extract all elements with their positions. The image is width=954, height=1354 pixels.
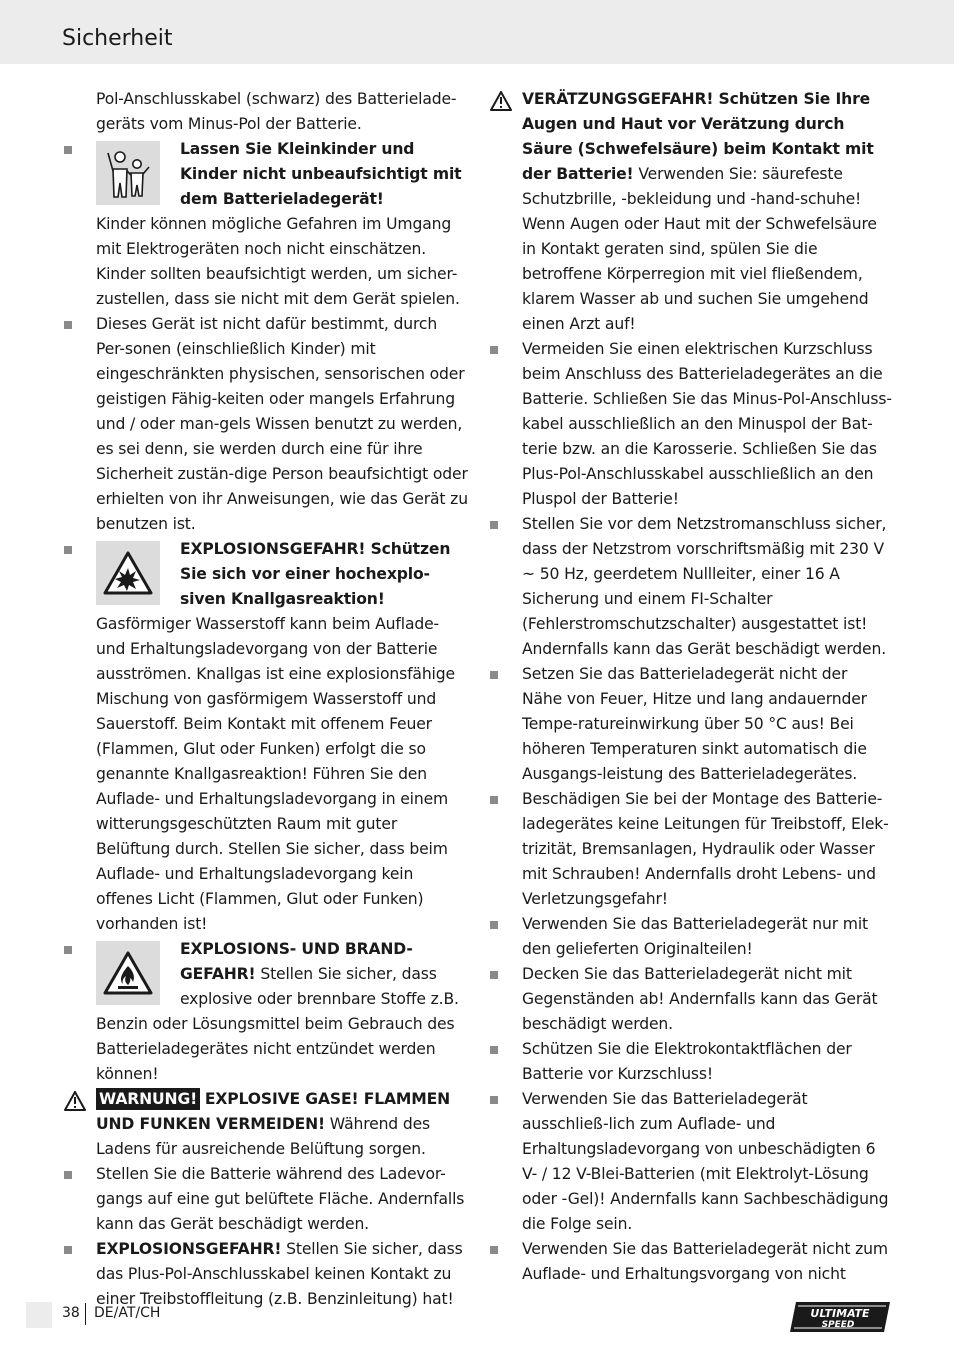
paragraph-text: Pol-Anschlusskabel (schwarz) des Batterielade-geräts vom Minus-Pol der Batterie. <box>96 90 457 133</box>
warning-triangle-icon <box>64 1091 86 1111</box>
list-item-surface <box>96 1162 468 1237</box>
list-item-persons <box>96 312 468 537</box>
paragraph-text: Verwenden Sie das Batterieladegerät ausschließ-lich zum Auflade- und Erhaltungsladevorgang von unbeschädigten 6 V- / 12 V-Blei-Batterien (mit Elektrolyt-Lösung oder -Gel)! Andernfalls kann Sachbeschädigung die Folge sein. <box>522 1090 889 1233</box>
bold-warning: EXPLOSIONSGEFAHR! <box>96 1240 282 1258</box>
paragraph-text: Beschädigen Sie bei der Montage des Batterie-ladegerätes keine Leitungen für Treibstoff, Elek-trizität, Bremsanlagen, Hydraulik oder Wasser mit Schrauben! Andernfalls droht Lebens- und Verletzungsgefahr! <box>522 790 889 908</box>
warning-triangle-icon <box>490 91 512 111</box>
list-item-fuel <box>96 1237 468 1312</box>
bold-warning: Lassen Sie Kleinkinder und Kinder nicht unbeaufsichtigt mit dem Batterieladegerät! <box>180 140 462 208</box>
list-item <box>522 1037 892 1087</box>
country-code: DE/AT/CH <box>94 1305 161 1321</box>
page-title: Sicherheit <box>62 26 173 51</box>
paragraph-text: Vermeiden Sie einen elektrischen Kurzschluss beim Anschluss des Batterieladegerätes an die Batterie. Schließen Sie das Minus-Pol-Anschluss-kabel ausschließlich an den Minuspol der Bat-terie bzw. an die Karosserie. Schließen Sie das Plus-Pol-Anschlusskabel ausschließlich an den Pluspol der Batterie! <box>522 340 892 508</box>
list-item-children <box>96 137 468 312</box>
ultimate-speed-logo <box>788 1300 892 1334</box>
left-column <box>96 87 468 1312</box>
logo-text-bottom: SPEED <box>821 1320 855 1330</box>
paragraph-text: Stellen Sie vor dem Netzstromanschluss sicher, dass der Netzstrom vorschriftsmäßig mit 230 V ~ 50 Hz, geerdetem Nullleiter, einer 16 A Sicherung und einem FI-Schalter (Fehlerstromschutzschalter) ausgestattet ist! Andernfalls kann das Gerät beschädigt werden. <box>522 515 887 658</box>
list-item-explosion <box>96 537 468 937</box>
right-column <box>522 87 892 1287</box>
logo-text-top: ULTIMATE <box>810 1307 870 1320</box>
list-item <box>522 787 892 912</box>
list-item <box>522 1237 892 1287</box>
paragraph-text: Während des Ladens für ausreichende Belüftung sorgen. <box>96 1115 431 1158</box>
paragraph-text: Stellen Sie sicher, dass explosive oder brennbare Stoffe z.B. Benzin oder Lösungsmittel beim Gebrauch des Batterieladegerätes nicht entzündet werden können! <box>96 965 459 1083</box>
bold-warning: EXPLOSIONSGEFAHR! Schützen Sie sich vor einer hochexplo-siven Knallgasreaktion! <box>180 540 451 608</box>
paragraph-text: Stellen Sie sicher, dass das Plus-Pol-Anschlusskabel keinen Kontakt zu einer Treibstoffleitung (z.B. Benzinleitung) hat! <box>96 1240 463 1308</box>
paragraph-text: Verwenden Sie das Batterieladegerät nur mit den gelieferten Originalteilen! <box>522 915 868 958</box>
explosion-warning-icon <box>96 541 160 605</box>
paragraph-text: Dieses Gerät ist nicht dafür bestimmt, durch Per-sonen (einschließlich Kinder) mit eingeschränkten physischen, sensorischen oder geistigen Fähig-keiten oder mangels Erfahrung und / oder man-gels Wissen benutzt zu werden, es sei denn, sie werden durch eine für ihre Sicherheit zustän-dige Person beaufsichtigt oder erhielten von ihr Anweisungen, wie das Gerät zu benutzen ist. <box>96 315 468 533</box>
warning-badge: WARNUNG! <box>96 1088 200 1110</box>
paragraph-text: Verwenden Sie das Batterieladegerät nicht zum Auflade- und Erhaltungsvorgang von nicht <box>522 1240 888 1283</box>
paragraph-continuation <box>96 87 468 137</box>
footer-page-marker <box>26 1302 52 1328</box>
paragraph-text: Stellen Sie die Batterie während des Ladevor-gangs auf eine gut belüftete Fläche. Andernfalls kann das Gerät beschädigt werden. <box>96 1165 465 1233</box>
bold-warning: EXPLOSIONS- UND BRAND-GEFAHR! <box>180 940 413 983</box>
list-item <box>522 1087 892 1237</box>
acid-warning-block <box>522 87 892 337</box>
paragraph-text: Verwenden Sie: säurefeste Schutzbrille, -bekleidung und -hand-schuhe! Wenn Augen oder Haut mit der Schwefelsäure in Kontakt geraten sind, spülen Sie die betroffene Körperregion mit viel fließendem, klarem Wasser ab und suchen Sie umgehend einen Arzt auf! <box>522 165 877 333</box>
header-bar <box>0 0 954 64</box>
list-item <box>522 662 892 787</box>
paragraph-text: Schützen Sie die Elektrokontaktflächen der Batterie vor Kurzschluss! <box>522 1040 852 1083</box>
paragraph-text: Decken Sie das Batterieladegerät nicht mit Gegenständen ab! Andernfalls kann das Gerät beschädigt werden. <box>522 965 878 1033</box>
bold-warning: EXPLOSIVE GASE! FLAMMEN UND FUNKEN VERMEIDEN! <box>96 1090 451 1133</box>
paragraph-text: Gasförmiger Wasserstoff kann beim Auflade- und Erhaltungsladevorgang von der Batterie ausströmen. Knallgas ist eine explosionsfähige Mischung von gasförmigem Wasserstoff und Sauerstoff. Beim Kontakt mit offenem Feuer (Flammen, Glut oder Funken) erfolgt die so genannte Knallgasreaktion! Führen Sie den Auflade- und Erhaltungsladevorgang in einem witterungsgeschützten Raum mit guter Belüftung durch. Stellen Sie sicher, dass beim Auflade- und Erhaltungsladevorgang kein offenes Licht (Flammen, Glut oder Funken) vorhanden ist! <box>96 615 455 933</box>
page-number: 38 <box>62 1305 80 1321</box>
footer-divider <box>85 1303 86 1325</box>
warning-block <box>96 1087 468 1162</box>
list-item <box>522 912 892 962</box>
children-warning-icon <box>96 141 160 205</box>
list-item <box>522 337 892 512</box>
paragraph-text: Setzen Sie das Batterieladegerät nicht der Nähe von Feuer, Hitze und lang andauernder Tempe-ratureinwirkung über 50 °C aus! Bei höheren Temperaturen sinkt automatisch die Ausgangs-leistung des Batterieladegerätes. <box>522 665 867 783</box>
flammable-warning-icon <box>96 941 160 1005</box>
list-item <box>522 962 892 1037</box>
paragraph-text: Kinder können mögliche Gefahren im Umgang mit Elektrogeräten noch nicht einschätzen. Kinder sollten beaufsichtigt werden, um sicher-zustellen, dass sie nicht mit dem Gerät spielen. <box>96 215 460 308</box>
list-item-fire <box>96 937 468 1087</box>
list-item <box>522 512 892 662</box>
bold-warning: VERÄTZUNGSGEFAHR! Schützen Sie Ihre Augen und Haut vor Verätzung durch Säure (Schwefelsäure) beim Kontakt mit der Batterie! <box>522 90 874 183</box>
